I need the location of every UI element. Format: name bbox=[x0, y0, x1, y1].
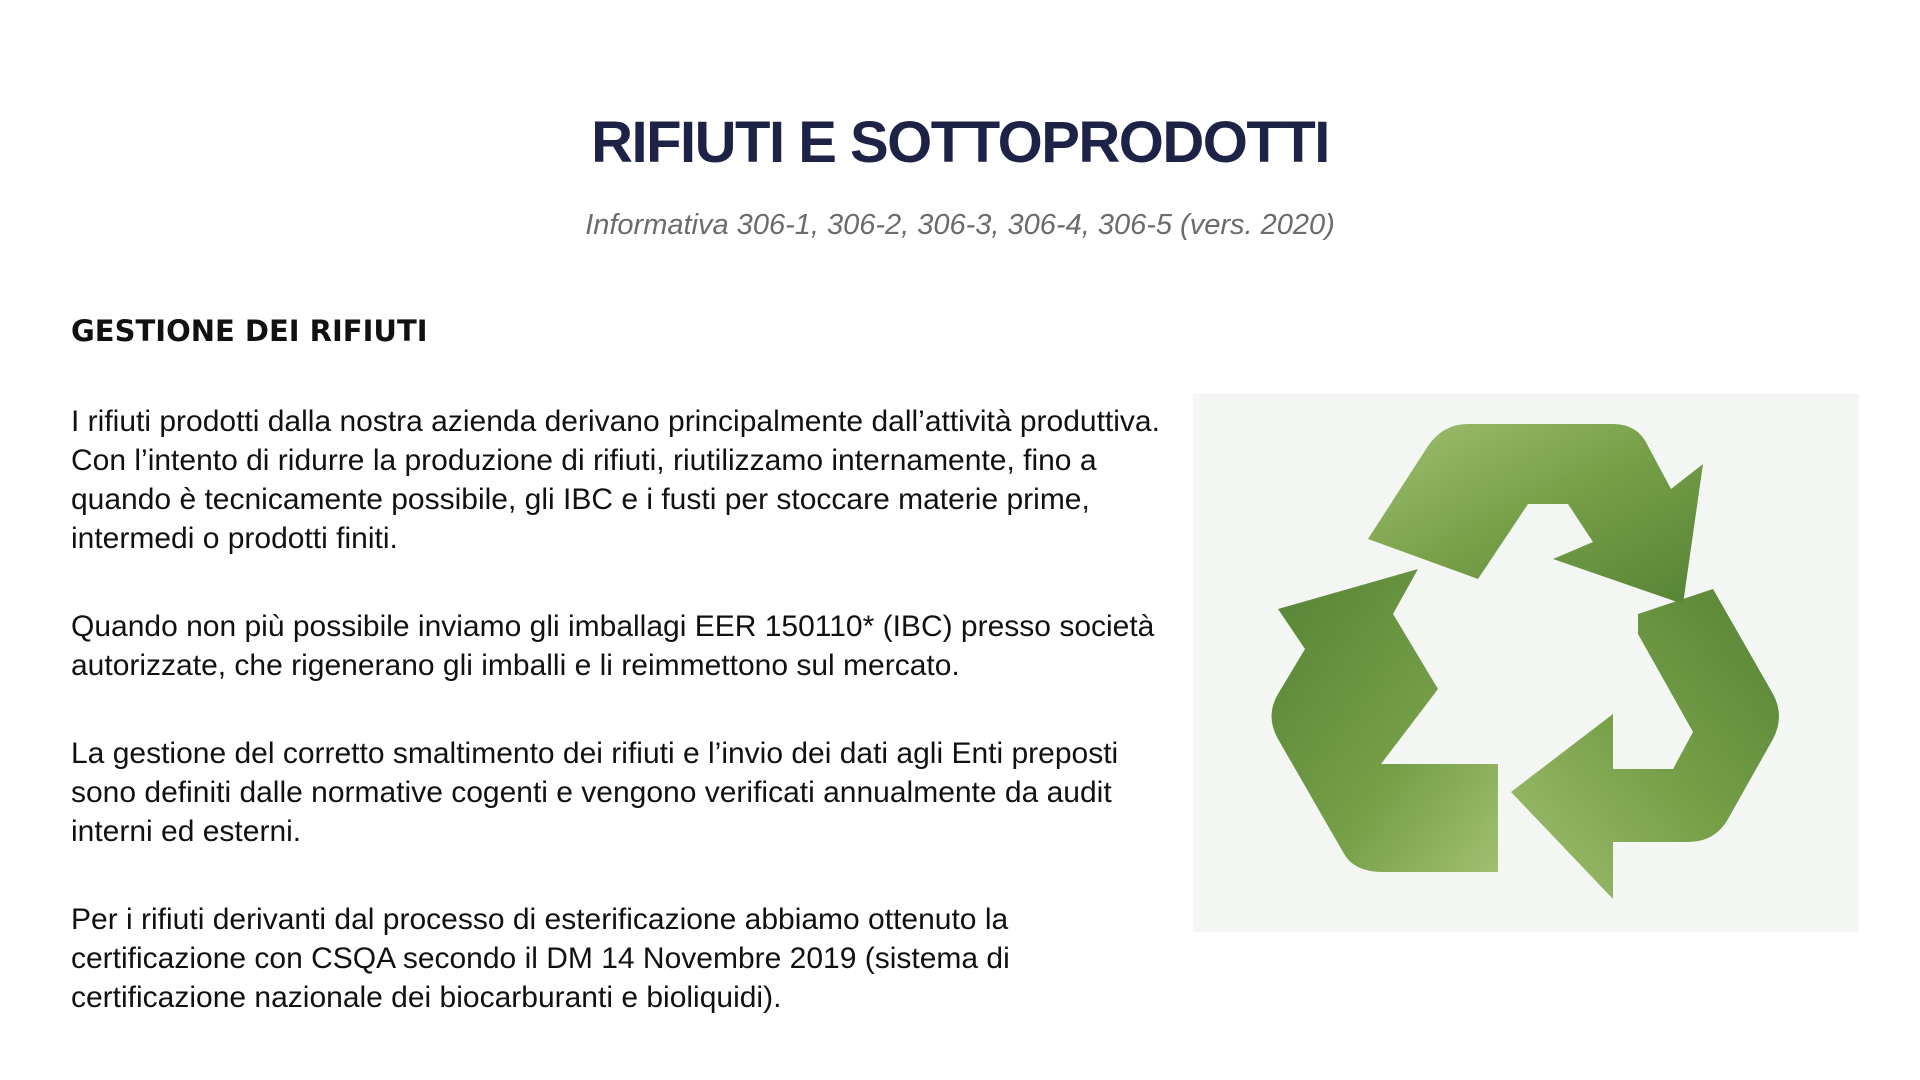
recycle-arrow-right bbox=[1511, 589, 1779, 899]
recycle-arrow-left bbox=[1272, 569, 1499, 872]
recycle-icon bbox=[1193, 394, 1859, 932]
paragraph-1: I rifiuti prodotti dalla nostra azienda derivano principalmente dall’attività produttiva. Con l’intento di ridurre la produzione di rifiuti, riutilizzamo internamente, fino a quando è tecnicamente possibile, gli IBC e i fusti per stoccare materie prime, intermedi o prodotti finiti. bbox=[71, 405, 1160, 555]
page-subtitle: Informativa 306-1, 306-2, 306-3, 306-4, 306-5 (vers. 2020) bbox=[585, 209, 1335, 241]
page-title: RIFIUTI E SOTTOPRODOTTI bbox=[591, 110, 1329, 175]
paragraph-4: Per i rifiuti derivanti dal processo di esterificazione abbiamo ottenuto la certificazione con CSQA secondo il DM 14 Novembre 2019 (sistema di certificazione nazionale dei biocarburanti e bioliquidi). bbox=[71, 903, 1010, 1014]
paragraph-2: Quando non più possibile inviamo gli imballagi EER 150110* (IBC) presso società autorizzate, che rigenerano gli imballi e li reimmettono sul mercato. bbox=[71, 610, 1155, 682]
recycle-arrow-top bbox=[1368, 424, 1703, 604]
section-heading: GESTIONE DEI RIFIUTI bbox=[71, 314, 428, 348]
paragraph-3: La gestione del corretto smaltimento dei rifiuti e l’invio dei dati agli Enti preposti sono definiti dalle normative cogenti e vengono verificati annualmente da audit interni ed esterni. bbox=[71, 737, 1119, 848]
recycle-image bbox=[1193, 394, 1859, 932]
body-text bbox=[71, 402, 1176, 1066]
